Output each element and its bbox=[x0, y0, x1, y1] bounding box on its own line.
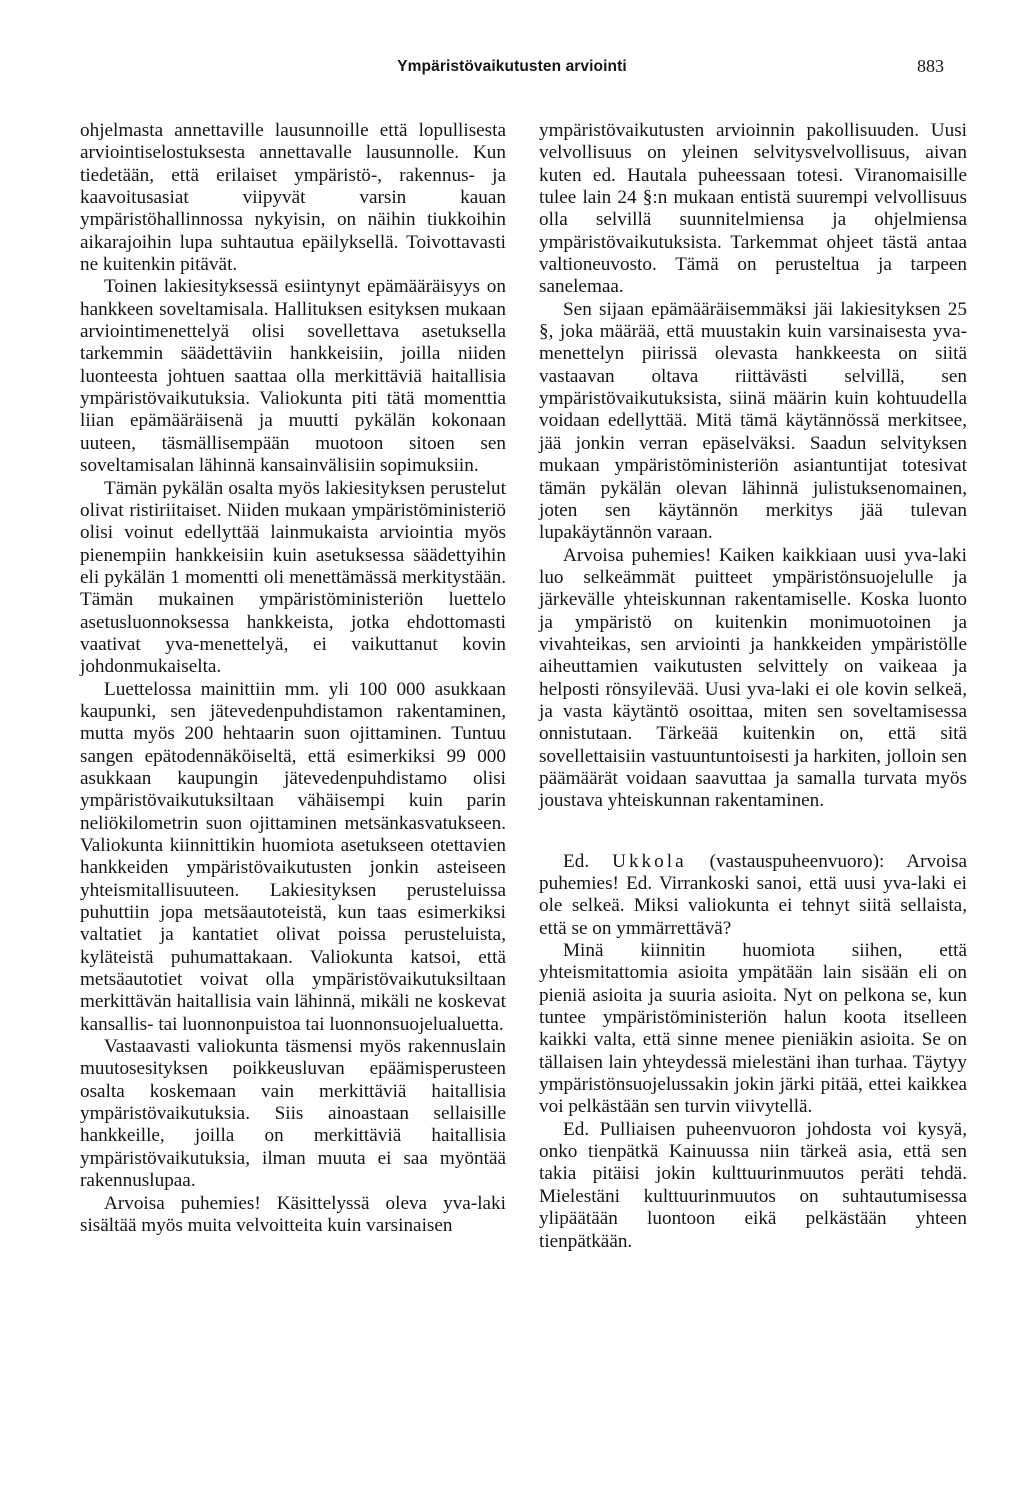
paragraph: Tämän pykälän osalta myös lakiesityksen perustelut olivat ristiriitaiset. Niiden mukaan ympäristöministeriö olisi voinut edellyttää lainmukaista arviointia myös pienempiin hankkeisiin kuin asetuksessa säädettyihin eli pykälän 1 momentti oli menettämässä merkitystään. Tämän mukainen ympäristöministeriön luettelo asetusluonnoksessa hankkeista, jotka ehdottomasti vaativat yva-menettelyä, ei vaikuttanut kovin johdonmukaiselta. bbox=[80, 477, 506, 678]
page-number: 883 bbox=[917, 56, 944, 76]
speech-prefix: Ed. bbox=[563, 850, 613, 872]
right-column bbox=[539, 120, 967, 1253]
running-title: Ympäristövaikutusten arviointi bbox=[397, 58, 627, 75]
paragraph: ohjelmasta annettaville lausunnoille että lopullisesta arviointiselostuksesta annettavalle lausunnolle. Kun tiedetään, että erilaiset ympäristö-, rakennus- ja kaavoitusasiat viipyvät varsin kauan ympäristöhallinnossa nykyisin, on näihin tiukkoihin aikarajoihin lupa suhtautua epäilyksellä. Toivottavasti ne kuitenkin pitävät. bbox=[80, 120, 506, 276]
paragraph: ympäristövaikutusten arvioinnin pakollisuuden. Uusi velvollisuus on yleinen selvitysvelvollisuus, aivan kuten ed. Hautala puheessaan totesi. Viranomaisille tulee lain 24 §:n mukaan entistä suurempi velvollisuus olla selvillä suunnitelmiensa ja ohjelmiensa ympäristövaikutuksista. Tarkemmat ohjeet tästä antaa valtioneuvosto. Tämä on perusteltua ja tarpeen sanelemaa. bbox=[539, 120, 967, 298]
paragraph: Toinen lakiesityksessä esiintynyt epämääräisyys on hankkeen soveltamisala. Hallituksen esityksen mukaan arviointimenettelyä olisi sovellettava asetuksella tarkemmin säädettäviin hankkeisiin, joilla niiden luonteesta johtuen saattaa olla merkittäviä haitallisia ympäristövaikutuksia. Valiokunta piti tätä momenttia liian epämääräisenä ja muutti pykälän kokonaan uuteen, täsmällisempään muotoon sitoen sen soveltamisalan lähinnä kansainvälisiin sopimuksiin. bbox=[80, 276, 506, 477]
paragraph: Ed. Pulliaisen puheenvuoron johdosta voi kysyä, onko tienpätkä Kainuussa niin tärkeä asia, että sen takia pitäisi jokin kulttuurinmuutos peräti tehdä. Mielestäni kulttuurinmuutos on suhtautumisessa ylipäätään luontoon eikä pelkästään yhteen tienpätkään. bbox=[539, 1118, 967, 1252]
paragraph: Arvoisa puhemies! Käsittelyssä oleva yva-laki sisältää myös muita velvoitteita kuin varsinaisen bbox=[80, 1192, 506, 1236]
paragraph: Luettelossa mainittiin mm. yli 100 000 asukkaan kaupunki, sen jätevedenpuhdistamon rakentaminen, mutta myös 200 hehtaarin suon ojittaminen. Tuntuu sangen epätodennäköiseltä, että esimerkiksi 99 000 asukkaan kaupungin jätevedenpuhdistamo olisi ympäristövaikutuksiltaan vähäisempi kuin parin neliökilometrin suon ojittaminen metsänkasvatukseen. Valiokunta kiinnittikin huomiota asetukseen otettavien hankkeiden ympäristövaikutusten jonkin asteiseen yhteismitallisuuteen. Lakiesityksen perusteluissa puhuttiin jopa metsäautoteistä, kun taas esimerkiksi valtatiet ja kantatiet olivat poissa perusteluista, kyläteistä puhumattakaan. Valiokunta katsoi, että metsäautotiet voivat olla ympäristövaikutuksiltaan merkittävän haitallisia vain lähinnä, mikäli ne koskevat kansallis- tai luonnonpuistoa tai luonnonsuojelualuetta. bbox=[80, 678, 506, 1035]
speaker-name: Ukkola bbox=[612, 850, 687, 872]
running-head bbox=[0, 58, 1024, 84]
left-column bbox=[80, 120, 506, 1237]
speech-intro-text: (vastauspuheenvuoro): Arvoisa puhemies! Ed. Virrankoski sanoi, että uusi yva-laki ei ole selkeä. Miksi valiokunta ei tehnyt siitä sellaista, että se on ymmärrettävä? bbox=[539, 850, 967, 939]
paragraph: Sen sijaan epämääräisemmäksi jäi lakiesityksen 25 §, joka määrää, että muustakin kuin varsinaisesta yva-menettelyn piirissä olevasta hankkeesta on siitä vastaavan oltava riittävästi selvillä, sen ympäristövaikutuksista, siinä määrin kuin kohtuudella voidaan edellyttää. Mitä tämä käytännössä merkitsee, jää jonkin verran epäselväksi. Saadun selvityksen mukaan ympäristöministeriön asiantuntijat totesivat tämän pykälän olevan lähinnä julistuksenomainen, joten sen käytännön merkitys jää tulevan lupakäytännön varaan. bbox=[539, 298, 967, 544]
speech-intro bbox=[539, 851, 967, 940]
paragraph: Arvoisa puhemies! Kaiken kaikkiaan uusi yva-laki luo selkeämmät puitteet ympäristönsuojelulle ja järkevälle yhteiskunnan rakentamiselle. Koska luonto ja ympäristö on kuitenkin monimuotoinen ja vivahteikas, sen arviointi ja hankkeiden ympäristölle aiheuttamien vaikutusten selvittely on vaikeaa ja helposti rönsyilevää. Uusi yva-laki ei ole kovin selkeä, ja vasta käytäntö osoittaa, miten sen soveltamisessa onnistutaan. Tärkeää kuitenkin on, että sitä sovellettaisiin vastuuntuntoisesti ja harkiten, jolloin sen päämäärät voidaan saavuttaa ja samalla turvata myös joustava yhteiskunnan rakentaminen. bbox=[539, 544, 967, 812]
paragraph: Minä kiinnitin huomiota siihen, että yhteismitattomia asioita ympätään lain sisään eli on pieniä asioita ja suuria asioita. Nyt on pelkona se, kun tuntee ympäristöministeriön halun koota itselleen kaikki valta, että sinne menee pieniäkin asioita. Se on tällaisen lain yhteydessä mielestäni ihan turhaa. Täytyy ympäristönsuojelussakin jokin järki pitää, ettei kaikkea voi pelkästään sen turvin viivytellä. bbox=[539, 940, 967, 1118]
paragraph: Vastaavasti valiokunta täsmensi myös rakennuslain muutosesityksen poikkeusluvan epäämisperusteen osalta koskemaan vain merkittäviä haitallisia ympäristövaikutuksia. Siis ainoastaan sellaisille hankkeille, joilla on merkittäviä haitallisia ympäristövaikutuksia, ilman muuta ei saa myöntää rakennuslupaa. bbox=[80, 1036, 506, 1192]
